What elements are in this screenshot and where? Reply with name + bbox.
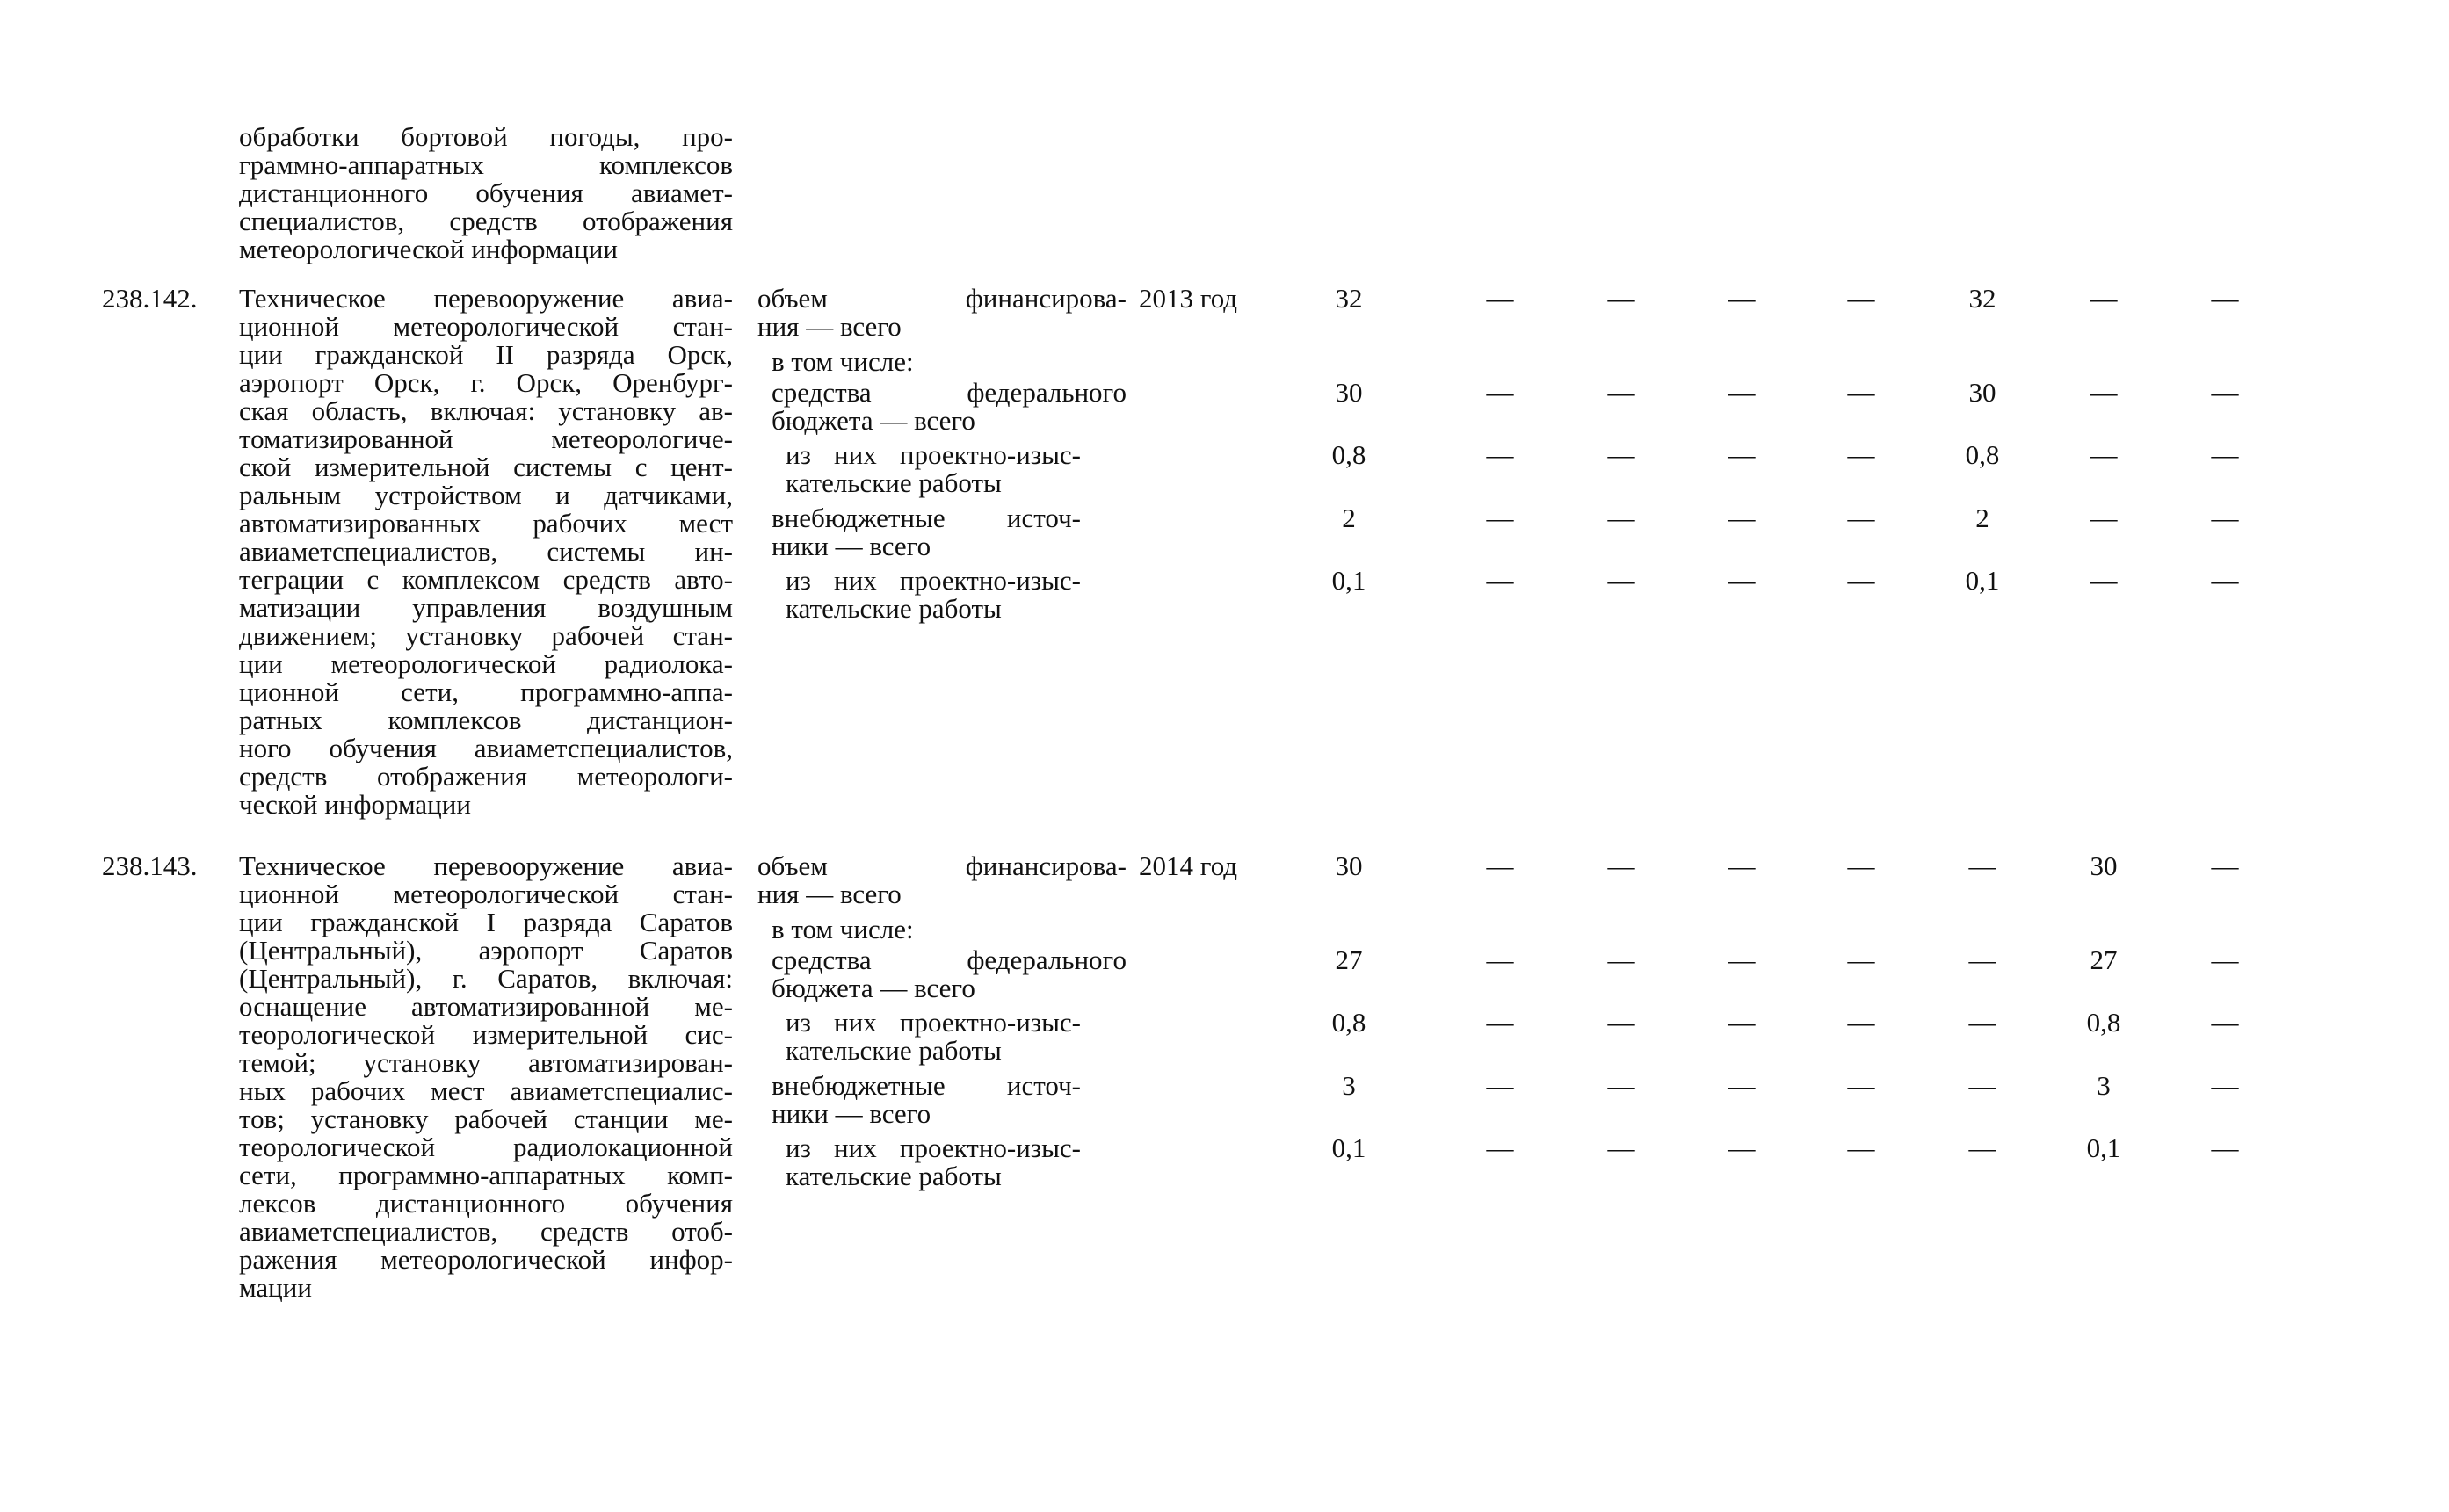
value-cell: —: [1728, 377, 1756, 408]
description-line: средств отображения метеорологи-: [239, 761, 733, 792]
indicator-line: ния — всего: [757, 311, 902, 342]
value-cell: —: [1607, 1007, 1635, 1038]
value-cell: —: [1728, 1007, 1756, 1038]
indicator-line: бюджета — всего: [772, 973, 975, 1003]
value-cell: —: [1607, 377, 1635, 408]
value-cell: —: [1968, 1132, 1996, 1163]
value-cell: —: [1728, 1070, 1756, 1101]
page-margin: [2320, 0, 2425, 1512]
description-line: ческой информации: [239, 789, 471, 820]
description-line: авиаметспециалистов, средств отоб-: [239, 1216, 733, 1247]
intro-line: специалистов, средств отображения: [239, 206, 733, 236]
value-cell: —: [1607, 565, 1635, 596]
indicator-line: внебюджетные источ-: [772, 1070, 1081, 1101]
value-cell: —: [2211, 944, 2239, 975]
description-line: лексов дистанционного обучения: [239, 1188, 733, 1219]
value-cell: —: [1847, 503, 1875, 533]
description-line: ционной метеорологической стан-: [239, 879, 733, 909]
value-cell: —: [1847, 944, 1875, 975]
indicator-line: объем финансирова-: [757, 850, 1127, 881]
value-cell: —: [2211, 850, 2239, 881]
description-line: Техническое перевооружение авиа-: [239, 850, 733, 881]
value-cell: —: [1607, 850, 1635, 881]
value-cell: —: [2090, 565, 2118, 596]
value-cell: 27: [1335, 944, 1363, 975]
value-cell: —: [2211, 565, 2239, 596]
value-cell: —: [2090, 503, 2118, 533]
description-line: (Центральный), аэропорт Саратов: [239, 935, 733, 966]
description-line: томатизированной метеорологиче-: [239, 423, 733, 454]
description-line: мации: [239, 1272, 312, 1303]
value-cell: 0,1: [1331, 565, 1366, 596]
value-cell: —: [1847, 439, 1875, 470]
description-line: темой; установку автоматизирован-: [239, 1047, 733, 1078]
value-cell: —: [1486, 944, 1514, 975]
indicator-line: кательские работы: [786, 1161, 1002, 1191]
value-cell: —: [1728, 1132, 1756, 1163]
value-cell: —: [2211, 283, 2239, 314]
value-cell: —: [1728, 850, 1756, 881]
row-description: [239, 285, 733, 819]
description-line: ская область, включая: установку ав-: [239, 395, 733, 426]
value-cell: —: [1607, 1132, 1635, 1163]
value-cell: —: [1968, 1070, 1996, 1101]
description-line: ционной сети, программно-аппа-: [239, 676, 733, 707]
description-line: ции метеорологической радиолока-: [239, 648, 733, 679]
value-cell: 27: [2090, 944, 2118, 975]
indicator-line: кательские работы: [786, 1035, 1002, 1066]
value-cell: 0,1: [2086, 1132, 2121, 1163]
description-line: автоматизированных рабочих мест: [239, 508, 733, 539]
value-cell: 0,8: [1965, 439, 2000, 470]
value-cell: 32: [1968, 283, 1996, 314]
value-cell: —: [2211, 1132, 2239, 1163]
value-cell: —: [1486, 439, 1514, 470]
value-cell: 0,1: [1965, 565, 2000, 596]
value-cell: —: [2211, 439, 2239, 470]
value-cell: 0,8: [1331, 1007, 1366, 1038]
indicator-extra-design: [786, 567, 1081, 623]
value-cell: —: [1968, 1007, 1996, 1038]
row-year: 2014 год: [1139, 850, 1238, 881]
indicator-line: объем финансирова-: [757, 283, 1127, 314]
indicator-federal-design: [786, 441, 1081, 497]
value-cell: —: [1486, 565, 1514, 596]
value-cell: —: [1486, 1007, 1514, 1038]
indicator-line: из них проектно-изыс-: [786, 1132, 1081, 1163]
value-cell: 2: [1342, 503, 1356, 533]
value-cell: 2: [1975, 503, 1989, 533]
intro-line: метеорологической информации: [239, 234, 618, 264]
value-cell: —: [2211, 503, 2239, 533]
value-cell: —: [1728, 283, 1756, 314]
value-cell: —: [1486, 503, 1514, 533]
value-cell: —: [1607, 503, 1635, 533]
description-line: теграции с комплексом средств авто-: [239, 564, 733, 595]
value-cell: —: [1486, 1070, 1514, 1101]
description-line: движением; установку рабочей стан-: [239, 620, 733, 651]
value-cell: —: [1968, 850, 1996, 881]
description-line: ного обучения авиаметспециалистов,: [239, 733, 733, 763]
indicator-line: кательские работы: [786, 593, 1002, 624]
row-description: [239, 852, 733, 1302]
indicator-federal: [772, 379, 1127, 435]
indicator-extra: [772, 504, 1081, 561]
value-cell: 30: [1335, 850, 1363, 881]
value-cell: —: [1847, 850, 1875, 881]
description-line: ской измерительной системы с цент-: [239, 452, 733, 482]
indicator-line: средства федерального: [772, 377, 1127, 408]
description-line: теорологической радиолокационной: [239, 1132, 733, 1162]
description-line: Техническое перевооружение авиа-: [239, 283, 733, 314]
description-line: ральным устройством и датчиками,: [239, 480, 733, 510]
indicator-line: из них проектно-изыс-: [786, 439, 1081, 470]
intro-text: [239, 123, 733, 264]
value-cell: —: [1486, 377, 1514, 408]
value-cell: —: [1486, 1132, 1514, 1163]
indicator-extra-design: [786, 1134, 1081, 1190]
intro-line: дистанционного обучения авиамет-: [239, 177, 733, 208]
indicator-federal-design: [786, 1009, 1081, 1065]
description-line: тов; установку рабочей станции ме-: [239, 1103, 733, 1134]
value-cell: —: [1847, 377, 1875, 408]
value-cell: —: [1968, 944, 1996, 975]
value-cell: —: [2211, 1070, 2239, 1101]
value-cell: 0,8: [1331, 439, 1366, 470]
description-line: ции гражданской I разряда Саратов: [239, 907, 733, 937]
value-cell: 32: [1335, 283, 1363, 314]
value-cell: —: [1607, 1070, 1635, 1101]
description-line: оснащение автоматизированной ме-: [239, 991, 733, 1022]
description-line: ратных комплексов дистанцион-: [239, 705, 733, 735]
value-cell: —: [1847, 565, 1875, 596]
description-line: матизации управления воздушным: [239, 592, 733, 623]
indicator-total: [757, 852, 1127, 908]
value-cell: —: [1728, 944, 1756, 975]
value-cell: —: [1847, 1132, 1875, 1163]
value-cell: —: [1847, 1070, 1875, 1101]
value-cell: —: [1607, 944, 1635, 975]
indicator-line: из них проектно-изыс-: [786, 565, 1081, 596]
indicator-including: в том числе:: [772, 346, 914, 377]
value-cell: —: [1607, 283, 1635, 314]
description-line: сети, программно-аппаратных комп-: [239, 1160, 733, 1190]
description-line: ции гражданской II разряда Орск,: [239, 339, 733, 370]
description-line: (Центральный), г. Саратов, включая:: [239, 963, 733, 994]
description-line: теорологической измерительной сис-: [239, 1019, 733, 1050]
value-cell: —: [1728, 439, 1756, 470]
indicator-line: средства федерального: [772, 944, 1127, 975]
value-cell: —: [2211, 377, 2239, 408]
indicator-line: кательские работы: [786, 467, 1002, 498]
value-cell: 30: [1335, 377, 1363, 408]
indicator-extra: [772, 1072, 1081, 1128]
row-year: 2013 год: [1139, 283, 1238, 314]
value-cell: —: [2090, 377, 2118, 408]
value-cell: 3: [2097, 1070, 2111, 1101]
indicator-including: в том числе:: [772, 914, 914, 944]
description-line: аэропорт Орск, г. Орск, Оренбург-: [239, 367, 733, 398]
value-cell: —: [1486, 850, 1514, 881]
description-line: ражения метеорологической инфор-: [239, 1244, 733, 1275]
indicator-line: бюджета — всего: [772, 405, 975, 436]
value-cell: —: [1847, 1007, 1875, 1038]
value-cell: 30: [1968, 377, 1996, 408]
indicator-line: внебюджетные источ-: [772, 503, 1081, 533]
indicator-line: ники — всего: [772, 1098, 931, 1129]
row-number: 238.143.: [102, 850, 198, 881]
value-cell: —: [1486, 283, 1514, 314]
description-line: ционной метеорологической стан-: [239, 311, 733, 342]
value-cell: —: [1728, 565, 1756, 596]
indicator-federal: [772, 946, 1127, 1002]
indicator-line: ники — всего: [772, 531, 931, 561]
value-cell: 0,8: [2086, 1007, 2121, 1038]
value-cell: —: [1728, 503, 1756, 533]
value-cell: 0,1: [1331, 1132, 1366, 1163]
value-cell: 30: [2090, 850, 2118, 881]
value-cell: —: [2211, 1007, 2239, 1038]
indicator-line: из них проектно-изыс-: [786, 1007, 1081, 1038]
indicator-line: ния — всего: [757, 879, 902, 909]
value-cell: 3: [1342, 1070, 1356, 1101]
intro-line: граммно-аппаратных комплексов: [239, 149, 733, 180]
row-number: 238.142.: [102, 283, 198, 314]
value-cell: —: [1607, 439, 1635, 470]
description-line: ных рабочих мест авиаметспециалис-: [239, 1075, 733, 1106]
indicator-total: [757, 285, 1127, 341]
value-cell: —: [2090, 283, 2118, 314]
value-cell: —: [2090, 439, 2118, 470]
description-line: авиаметспециалистов, системы ин-: [239, 536, 733, 567]
intro-line: обработки бортовой погоды, про-: [239, 121, 733, 152]
value-cell: —: [1847, 283, 1875, 314]
